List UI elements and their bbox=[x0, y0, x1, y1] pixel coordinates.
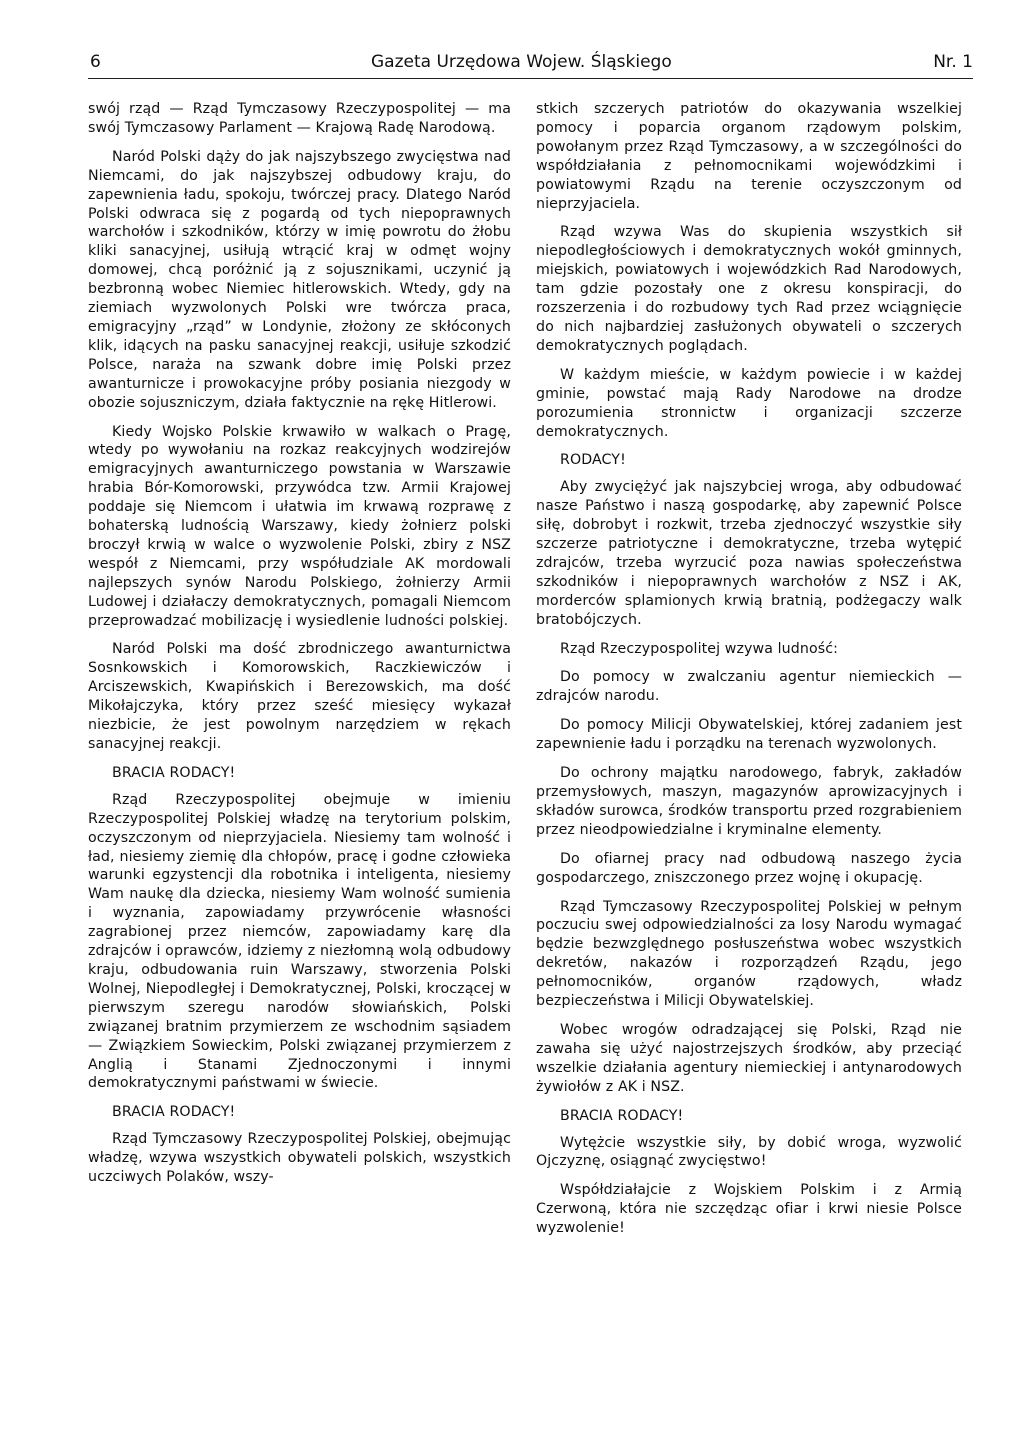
page-number: 6 bbox=[90, 52, 101, 72]
section-heading: RODACY! bbox=[560, 452, 626, 469]
issue-number: Nr. 1 bbox=[933, 52, 973, 72]
paragraph: Rząd Rzeczypospolitej wzywa ludność: bbox=[560, 640, 839, 657]
paragraph: stkich szczerych patriotów do okazywania wszelkiej pomocy i poparcia organom rządowym polskim, powołanym przez Rząd Tymczasowy, a w szczególności do współdziałania z pełnomocnikami wojewódzkimi i powiatowymi Rządu na terenie oczyszczonym od nieprzyjaciela. bbox=[536, 101, 962, 212]
section-heading: BRACIA RODACY! bbox=[560, 1107, 684, 1124]
paragraph: Rząd Rzeczypospolitej obejmuje w imieniu Rzeczypospolitej Polskiej władzę na terytorium polskim, oczyszczonym od nieprzyjaciela. Niesiemy tam wolność i ład, niesiemy ziemię dla chłopów, pracę i godne człowieka warunki egzystencji dla robotnika i inteligenta, niesiemy Wam naukę dla dziecka, niesiemy Wam wolność sumienia i wyznania, zapowiadamy przywrócenie własności zagrabionej przez niemców, zapowiadamy karę dla zdrajców i oprawców, idziemy z niezłomną wolą odbudowy kraju, odbudowania ruin Warszawy, stworzenia Polski Wolnej, Niepodległej i Demokratycznej, Polski, kroczącej w pierwszym szeregu narodów słowiańskich, Polski związanej bratnim przymierzem ze wschodnim sąsiadem — Związkiem Sowieckim, Polski związanej przymierzem z Anglią i Stanami Zjednoczonymi i innymi demokratycznymi państwami w świecie. bbox=[88, 791, 511, 1092]
paragraph: W każdym mieście, w każdym powiecie i w każdej gminie, powstać mają Rady Narodowe na drodze porozumienia stronnictw i organizacji szczerze demokratycznych. bbox=[536, 366, 962, 440]
paragraph: Do ofiarnej pracy nad odbudową naszego życia gospodarczego, zniszczonego przez wojnę i okupację. bbox=[536, 850, 962, 886]
page-header bbox=[88, 50, 973, 79]
left-column bbox=[88, 100, 511, 1197]
paragraph: Współdziałajcie z Wojskiem Polskim i z Armią Czerwoną, która nie szczędząc ofiar i krwi niesie Polsce wyzwolenie! bbox=[536, 1182, 962, 1237]
paragraph: Kiedy Wojsko Polskie krwawiło w walkach o Pragę, wtedy po wywołaniu na rozkaz reakcyjnych wodzirejów emigracyjnych awanturniczego powstania w Warszawie hrabia Bór-Komorowski, przywódca tzw. Armii Krajowej poddaje się Niemcom i ułatwia im krwawą rozprawę z bohaterską ludnością Warszawy, kiedy żołnierz polski broczył krwią w walce o wyzwolenie Polski, zbiry z NSZ wespół z Niemcami, przy współudziale AK mordowali najlepszych synów Narodu Polskiego, żołnierzy Armii Ludowej i działaczy demokratycznych, pomagali Niemcom przeprowadzać mobilizację i wysiedlenie ludności polskiej. bbox=[88, 423, 511, 629]
paragraph: Do ochrony majątku narodowego, fabryk, zakładów przemysłowych, maszyn, magazynów aprowizacyjnych i składów surowca, środków transportu przed rozgrabieniem przez nieodpowiedzialne i kryminalne elementy. bbox=[536, 765, 962, 838]
paragraph: Naród Polski dąży do jak najszybszego zwycięstwa nad Niemcami, do jak najszybszej odbudowy kraju, do zapewnienia ładu, spokoju, twórczej pracy. Dlatego Naród Polski odwraca się z pogardą od tych niepoprawnych warchołów i szkodników, którzy w imię powrotu do żłobu kliki sanacyjnej, usiłują wtrącić kraj w odmęt wojny domowej, chcą poróżnić ją z sojusznikami, uczynić ją bezbronną wobec Niemiec hitlerowskich. Wtedy, gdy na ziemiach wyzwolonych Polski wre twórcza praca, emigracyjny „rząd” w Londynie, złożony ze skłóconych klik, idących na pasku sanacyjnej reakcji, usiłuje szkodzić Polsce, naraża na szwank dobre imię Polski przez awanturnicze i prowokacyjne próby posiania niezgody w obozie sojuszniczym, działa faktycznie na rękę Hitlerowi. bbox=[88, 148, 511, 411]
right-column bbox=[536, 100, 962, 1248]
paragraph: Rząd wzywa Was do skupienia wszystkich sił niepodległościowych i demokratycznych wokół gminnych, miejskich, powiatowych i wojewódzkich Rad Narodowych, tam gdzie pozostały one z okresu konspiracji, do rozszerzenia i do rozbudowy tych Rad przez wciągnięcie do nich najbardziej zasłużonych obywateli o szczerych demokratycznych poglądach. bbox=[536, 224, 962, 354]
publication-title: Gazeta Urzędowa Wojew. Śląskiego bbox=[371, 52, 672, 72]
paragraph: Rząd Tymczasowy Rzeczypospolitej Polskiej w pełnym poczuciu swej odpowiedzialności za losy Narodu wymagać będzie bezwzględnego posłuszeństwa wobec wszystkich dekretów, nakazów i rozporządzeń Rządu, jego pełnomocników, organów rządowych, władz bezpieczeństwa i Milicji Obywatelskiej. bbox=[536, 898, 962, 1010]
paragraph: swój rząd — Rząd Tymczasowy Rzeczypospolitej — ma swój Tymczasowy Parlament — Krajową Radę Narodową. bbox=[88, 101, 511, 136]
section-heading: BRACIA RODACY! bbox=[112, 1104, 236, 1121]
paragraph: Naród Polski ma dość zbrodniczego awanturnictwa Sosnkowskich i Komorowskich, Raczkiewiczów i Arciszewskich, Kwapińskich i Berezowskich, ma dość Mikołajczyka, który przez sześć miesięcy wykazał niezbicie, że jest powolnym narzędziem w rękach sanacyjnej reakcji. bbox=[88, 641, 511, 752]
paragraph: Wobec wrogów odradzającej się Polski, Rząd nie zawaha się użyć najostrzejszych środków, aby przeciąć wszelkie działania agentury niemieckiej i antynarodowych żywiołów z AK i NSZ. bbox=[536, 1021, 962, 1095]
paragraph: Wytężcie wszystkie siły, by dobić wroga, wyzwolić Ojczyznę, osiągnąć zwycięstwo! bbox=[536, 1134, 962, 1170]
section-heading: BRACIA RODACY! bbox=[112, 764, 236, 781]
paragraph: Rząd Tymczasowy Rzeczypospolitej Polskiej, obejmując władzę, wzywa wszystkich obywateli polskich, wszystkich uczciwych Polaków, wszy- bbox=[88, 1131, 511, 1186]
paragraph: Do pomocy Milicji Obywatelskiej, której zadaniem jest zapewnienie ładu i porządku na terenach wyzwolonych. bbox=[536, 717, 962, 753]
paragraph: Do pomocy w zwalczaniu agentur niemieckich — zdrajców narodu. bbox=[536, 669, 962, 705]
paragraph: Aby zwyciężyć jak najszybciej wroga, aby odbudować nasze Państwo i naszą gospodarkę, aby zapewnić Polsce siłę, dobrobyt i rozkwit, trzeba zjednoczyć wszystkie siły szczerze patriotyczne i demokratyczne, trzeba wytępić zdrajców, trzeba wyrzucić poza nawias społeczeństwa szkodników i niepoprawnych warchołów z NSZ i AK, morderców splamionych krwią bratnią, podżegaczy walk bratobójczych. bbox=[536, 479, 962, 628]
